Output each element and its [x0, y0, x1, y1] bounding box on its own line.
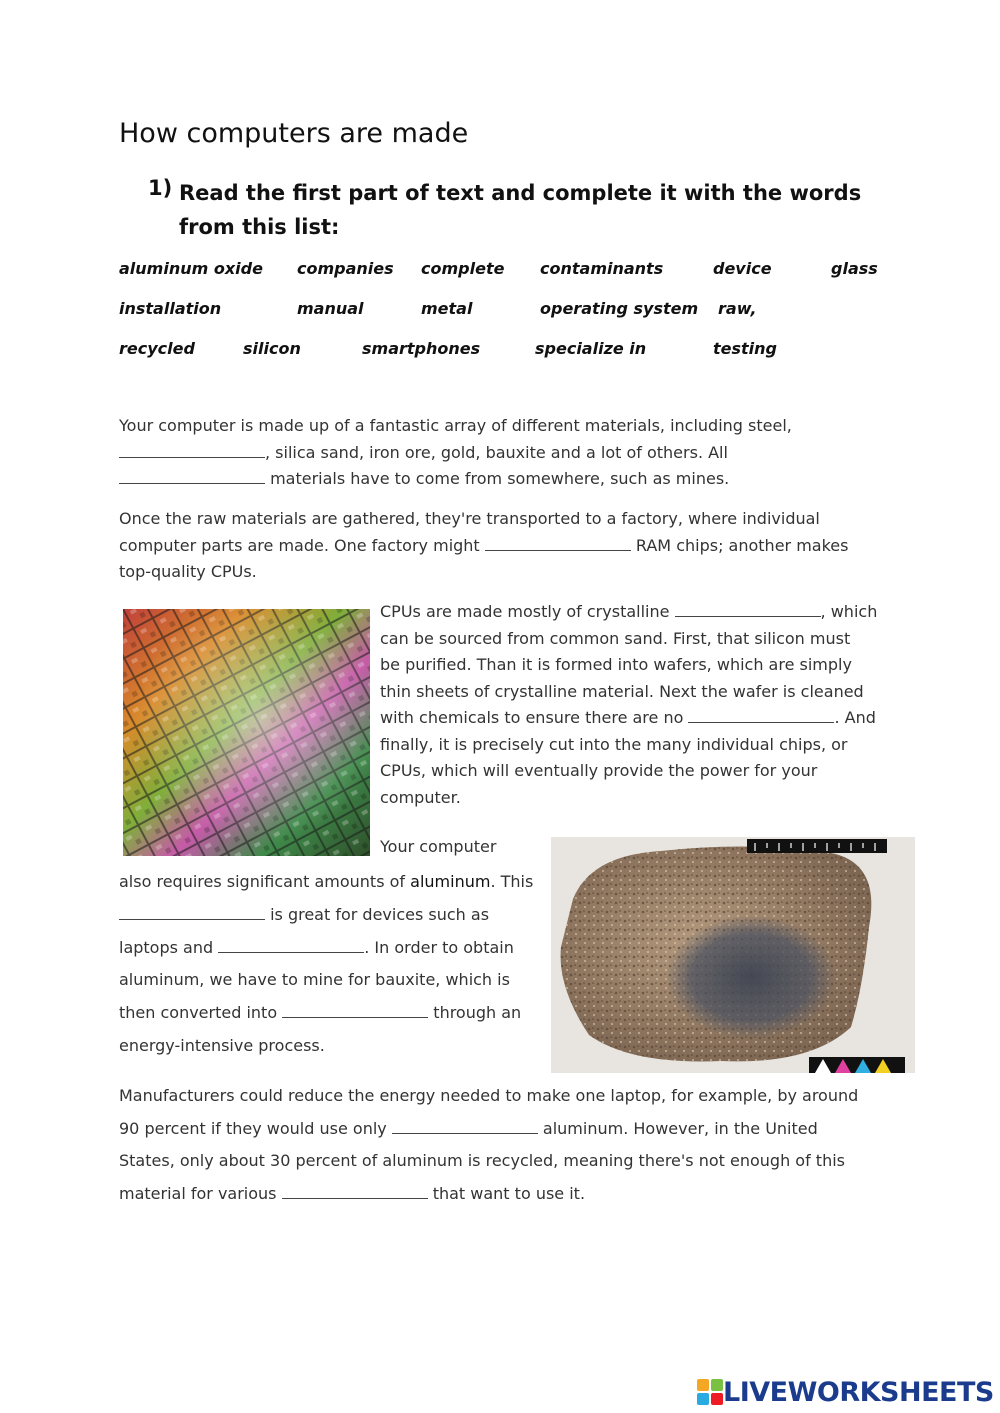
question-number: 1)	[148, 176, 173, 200]
word-companies: companies	[297, 259, 394, 278]
paragraph-1: Your computer is made up of a fantastic array of different materials, including steel, , silica sand, iron ore, gold, bauxite and a lot of others. All materials have to come from somewhere, such as mines.	[119, 416, 792, 488]
blank-9[interactable]	[392, 1118, 538, 1134]
word-contaminants: contaminants	[540, 259, 664, 278]
word-operating-system: operating system	[540, 299, 699, 318]
page-title: How computers are made	[119, 118, 469, 149]
word-silicon: silicon	[243, 339, 301, 358]
logo-text: LIVEWORKSHEETS	[723, 1376, 994, 1408]
word-testing: testing	[713, 339, 777, 358]
word-device: device	[713, 259, 772, 278]
word-metal: metal	[421, 299, 473, 318]
blank-8[interactable]	[282, 1002, 428, 1018]
word-glass: glass	[831, 259, 878, 278]
aluminum-link[interactable]: aluminum	[410, 872, 491, 891]
blank-6[interactable]	[119, 904, 265, 920]
blank-1[interactable]	[119, 442, 265, 458]
liveworksheets-logo	[697, 1374, 994, 1410]
word-specialize-in: specialize in	[535, 339, 647, 358]
liveworksheets-logo-icon	[697, 1379, 723, 1405]
blank-5[interactable]	[688, 707, 834, 723]
word-aluminum-oxide: aluminum oxide	[119, 259, 263, 278]
word-manual: manual	[297, 299, 364, 318]
paragraph-4: also requires significant amounts of aluminum. This is great for devices such as laptops and . In order to obtain aluminum, we have to mine for bauxite, which is then converted into through an energy-intensive process.	[119, 872, 534, 1055]
paragraph-2: Once the raw materials are gathered, they're transported to a factory, where individual computer parts are made. One factory might RAM chips; another makes top-quality CPUs.	[119, 509, 849, 581]
paragraph-3: CPUs are made mostly of crystalline , which can be sourced from common sand. First, that silicon must be purified. Than it is formed into wafers, which are simply thin sheets of crystalline material. Next the wafer is cleaned with chemicals to ensure there are no . And finally, it is precisely cut into the many individual chips, or CPUs, which will eventually provide the power for your computer.	[380, 602, 878, 807]
paragraph-4-first-line: Your computer	[380, 837, 497, 856]
blank-7[interactable]	[218, 937, 364, 953]
blank-2[interactable]	[119, 468, 265, 484]
word-smartphones: smartphones	[362, 339, 481, 358]
bauxite-rock-image	[551, 837, 915, 1073]
blank-3[interactable]	[485, 535, 631, 551]
cpu-wafer-image	[123, 609, 370, 856]
question-text: Read the first part of text and complete it with the words from this list:	[179, 181, 862, 239]
blank-10[interactable]	[282, 1183, 428, 1199]
paragraph-5: Manufacturers could reduce the energy needed to make one laptop, for example, by around 90 percent if they would use only aluminum. However, in the United States, only about 30 percent of aluminum is recycled, meaning there's not enough of this material for various that want to use it.	[119, 1086, 859, 1203]
word-installation: installation	[119, 299, 222, 318]
blank-4[interactable]	[675, 601, 821, 617]
word-complete: complete	[421, 259, 505, 278]
word-raw: raw,	[718, 299, 757, 318]
word-recycled: recycled	[119, 339, 195, 358]
